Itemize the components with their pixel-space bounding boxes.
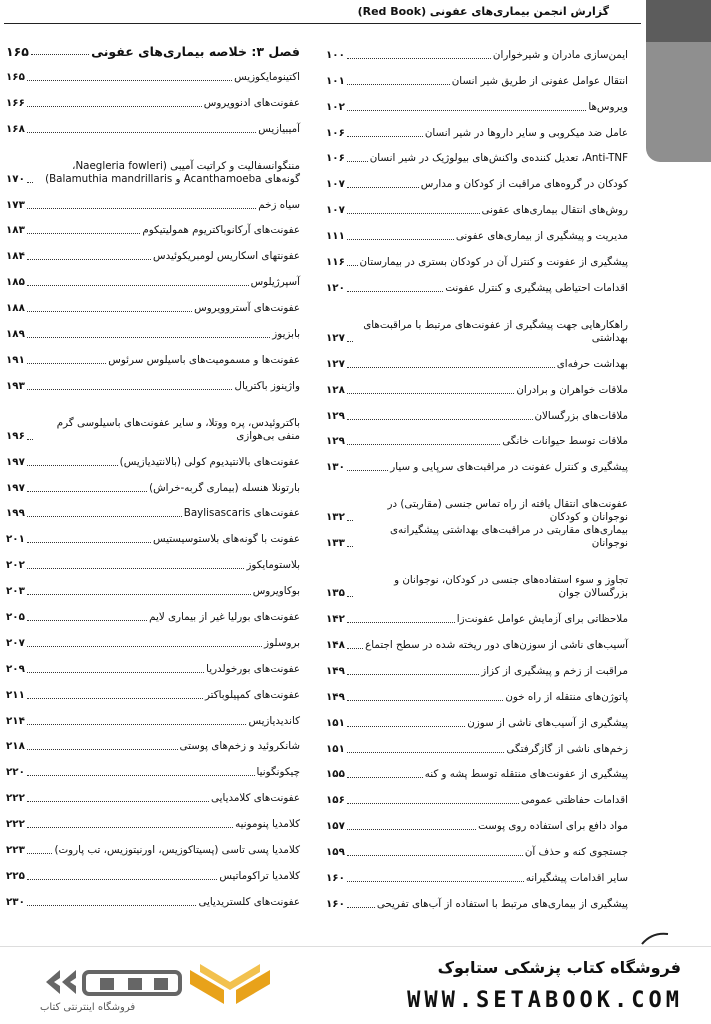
toc-entry[interactable] bbox=[6, 84, 300, 110]
toc-entry-title: بوکاویروس bbox=[252, 585, 300, 598]
toc-entry-title: واژینوز باکتریال bbox=[234, 379, 300, 392]
header-rule bbox=[4, 23, 641, 24]
toc-entry[interactable] bbox=[6, 753, 300, 779]
toc-page-number: ۱۳۲ bbox=[326, 511, 345, 524]
toc-entry-title: پاتوژن‌های منتقله از راه خون bbox=[505, 690, 628, 703]
toc-entry-title: باکتروئیدس، پره ووتلا، و سایر عفونت‌های باسیلوسی گرم منفی بی‌هوازی bbox=[56, 416, 300, 442]
toc-entry[interactable] bbox=[326, 678, 628, 704]
toc-entry-title: عفونت‌های انتقال یافته از راه تماس جنسی (مقاربتی) در نوجوانان و کودکان bbox=[387, 498, 628, 524]
toc-entry-title: مواد دافع برای استفاده روی پوست bbox=[478, 820, 628, 833]
toc-page-number: ۲۰۳ bbox=[6, 585, 25, 598]
toc-entry[interactable] bbox=[326, 859, 628, 885]
toc-entry-title: عفونت‌های ادنوویروس bbox=[203, 96, 300, 109]
toc-page-number: ۱۰۱ bbox=[326, 74, 345, 87]
dot-leader bbox=[347, 648, 363, 649]
toc-entry-title: بهداشت حرفه‌ای bbox=[556, 357, 628, 370]
dot-leader bbox=[27, 853, 53, 854]
dot-leader bbox=[347, 520, 353, 521]
dot-leader bbox=[347, 136, 423, 137]
dot-leader bbox=[27, 620, 147, 621]
toc-entry-title: کلامدیا تراکوماتیس bbox=[219, 869, 300, 882]
logo-subtitle: فروشگاه اینترنتی کتاب bbox=[40, 1002, 136, 1013]
setabook-wordmark-icon bbox=[38, 962, 188, 1002]
toc-entry-title: سایر اقدامات پیشگیرانه bbox=[525, 872, 628, 885]
toc-entry[interactable] bbox=[6, 857, 300, 883]
toc-entry-title: عفونت‌های بالانتیدیوم کولی (بالانتیدیازیس) bbox=[119, 455, 300, 468]
toc-page-number: ۱۱۶ bbox=[326, 256, 345, 269]
toc-page-number: ۲۰۹ bbox=[6, 662, 25, 675]
toc-entry-title: سیاه زخم bbox=[258, 198, 300, 211]
dot-leader bbox=[27, 439, 33, 440]
toc-entry-title: راهکارهایی جهت پیشگیری از عفونت‌های مرتبط با مراقبت‌های بهداشتی bbox=[363, 318, 628, 344]
toc-entry-title: ملاقات خواهران و برادران bbox=[516, 383, 628, 396]
toc-page-number: ۱۸۳ bbox=[6, 224, 25, 237]
page-curl-icon bbox=[640, 930, 670, 946]
toc-page-number: ۱۴۲ bbox=[326, 613, 345, 626]
toc-entry-title: ملاقات‌های بزرگسالان bbox=[534, 409, 628, 422]
toc-page-number: ۱۶۵ bbox=[6, 44, 29, 59]
dot-leader bbox=[347, 239, 454, 240]
toc-page-number: ۱۲۷ bbox=[326, 357, 345, 370]
dot-leader bbox=[347, 367, 555, 368]
store-title: فروشگاه کتاب پزشکی ستابوک bbox=[437, 958, 681, 977]
toc-entry-title: ملاقات توسط حیوانات خانگی bbox=[502, 435, 628, 448]
toc-entry-title: عفونت‌های آستروویروس bbox=[194, 302, 300, 315]
toc-page-number: ۱۴۹ bbox=[326, 664, 345, 677]
toc-entry-title: عفونت‌های بورلیا غیر از بیماری لایم bbox=[149, 611, 300, 624]
toc-entry[interactable] bbox=[6, 58, 300, 84]
toc-entry-title: اکتینومایکوزیس bbox=[234, 70, 300, 83]
toc-page-number: ۱۶۶ bbox=[6, 96, 25, 109]
toc-entry[interactable] bbox=[326, 807, 628, 833]
dot-leader bbox=[31, 54, 89, 55]
toc-page-number: ۱۰۷ bbox=[326, 178, 345, 191]
dot-leader bbox=[347, 265, 358, 266]
toc-entry[interactable] bbox=[326, 191, 628, 217]
toc-entry[interactable] bbox=[6, 598, 300, 624]
dot-leader bbox=[347, 110, 587, 111]
dot-leader bbox=[27, 594, 251, 595]
dot-leader bbox=[347, 444, 500, 445]
toc-entry[interactable] bbox=[6, 520, 300, 546]
dot-leader bbox=[27, 208, 256, 209]
toc-page-number: ۱۵۶ bbox=[326, 794, 345, 807]
toc-entry-title: شانکروئید و زخم‌های پوستی bbox=[179, 740, 300, 753]
toc-entry[interactable] bbox=[326, 474, 628, 524]
toc-entry[interactable] bbox=[326, 62, 628, 88]
dot-leader bbox=[27, 182, 33, 183]
toc-entry-title: انتقال عوامل عفونی از طریق شیر انسان bbox=[451, 74, 628, 87]
toc-page-number: ۱۲۰ bbox=[326, 281, 345, 294]
toc-entry[interactable] bbox=[326, 140, 628, 166]
toc-entry[interactable] bbox=[6, 315, 300, 341]
toc-entry[interactable] bbox=[326, 217, 628, 243]
store-url[interactable]: WWW.SETABOOK.COM bbox=[407, 988, 683, 1013]
toc-page-number: ۱۹۷ bbox=[6, 455, 25, 468]
toc-page-number: ۱۷۳ bbox=[6, 198, 25, 211]
toc-page-number: ۱۰۶ bbox=[326, 152, 345, 165]
toc-page-number: ۲۱۸ bbox=[6, 740, 25, 753]
toc-page-number: ۲۱۴ bbox=[6, 714, 25, 727]
toc-entry-title: عفونت‌های Baylisascaris bbox=[183, 507, 300, 520]
toc-entry[interactable] bbox=[326, 88, 628, 114]
toc-page-number: ۲۱۱ bbox=[6, 688, 25, 701]
toc-page-number: ۱۰۰ bbox=[326, 48, 345, 61]
toc-entry[interactable] bbox=[326, 269, 628, 295]
toc-entry[interactable] bbox=[326, 600, 628, 626]
toc-page-number: ۱۲۹ bbox=[326, 435, 345, 448]
dot-leader bbox=[347, 84, 450, 85]
toc-entry-title: پیشگیری از آسیب‌های ناشی از سوزن bbox=[467, 716, 628, 729]
dot-leader bbox=[347, 907, 375, 908]
toc-entry[interactable] bbox=[6, 624, 300, 650]
toc-entry-title: عفونتهای اسکاریس لومبریکوئیدس bbox=[153, 250, 300, 263]
dot-leader bbox=[27, 698, 203, 699]
toc-entry[interactable] bbox=[6, 237, 300, 263]
toc-entry-title: عفونت‌های کلامدیایی bbox=[211, 792, 300, 805]
toc-page-number: ۲۲۳ bbox=[6, 844, 25, 857]
dot-leader bbox=[27, 646, 262, 647]
toc-page-number: ۱۶۰ bbox=[326, 897, 345, 910]
toc-entry[interactable] bbox=[326, 397, 628, 423]
toc-page-number: ۲۰۱ bbox=[6, 533, 25, 546]
toc-right-column bbox=[326, 36, 628, 911]
toc-entry-title: بلاستومایکوز bbox=[246, 559, 300, 572]
toc-entry-title: مننگوانسفالیت و کراتیت آمیبی (Naegleria fowleri، گونه‌های Acanthamoeba و Balamuthia mandrillaris) bbox=[45, 159, 300, 185]
dot-leader bbox=[27, 879, 218, 880]
toc-entry[interactable] bbox=[6, 650, 300, 676]
dot-leader bbox=[347, 881, 524, 882]
toc-page-number: ۱۹۱ bbox=[6, 353, 25, 366]
toc-entry-title: عفونت‌های کلستریدیایی bbox=[198, 895, 300, 908]
toc-page-number: ۱۲۸ bbox=[326, 383, 345, 396]
toc-page-number: ۲۰۵ bbox=[6, 611, 25, 624]
toc-entry[interactable] bbox=[6, 883, 300, 909]
toc-entry-title: مدیریت و پیشگیری از بیماری‌های عفونی bbox=[455, 230, 628, 243]
dot-leader bbox=[27, 337, 270, 338]
toc-entry-title: بروسلوز bbox=[264, 636, 300, 649]
toc-entry[interactable] bbox=[326, 652, 628, 678]
toc-page-number: ۱۴۹ bbox=[326, 690, 345, 703]
toc-page-number: ۱۶۸ bbox=[6, 122, 25, 135]
toc-page-number: ۱۴۸ bbox=[326, 639, 345, 652]
toc-page-number: ۱۸۵ bbox=[6, 276, 25, 289]
dot-leader bbox=[347, 419, 533, 420]
toc-page-number: ۲۲۰ bbox=[6, 766, 25, 779]
toc-entry[interactable] bbox=[326, 36, 628, 62]
toc-page-number: ۱۵۷ bbox=[326, 820, 345, 833]
toc-entry-title: عفونت‌های آرکانوباکتریوم همولیتیکوم bbox=[142, 224, 300, 237]
dot-leader bbox=[27, 233, 140, 234]
dot-leader bbox=[347, 58, 491, 59]
toc-entry-title: کلامدیا پسی تاسی (پسیتاکوزیس، اورنیتوزیس، تب پاروت) bbox=[54, 844, 300, 857]
dot-leader bbox=[27, 516, 182, 517]
toc-entry-title: اقدامات احتیاطی پیشگیری و کنترل عفونت bbox=[445, 281, 628, 294]
toc-entry-title: اقدامات حفاظتی عمومی bbox=[520, 794, 628, 807]
dot-leader bbox=[347, 470, 388, 471]
toc-page-number: ۱۵۱ bbox=[326, 742, 345, 755]
dot-leader bbox=[27, 724, 247, 725]
toc-page-number: ۱۸۹ bbox=[6, 328, 25, 341]
toc-entry-title: ملاحظاتی برای آزمایش عوامل عفونت‌زا bbox=[456, 613, 628, 626]
dot-leader bbox=[27, 905, 197, 906]
toc-entry-title: Anti-TNF، تعدیل کننده‌ی واکنش‌های بیولوژیک در شیر انسان bbox=[369, 152, 628, 165]
toc-page-number: ۱۶۵ bbox=[6, 70, 25, 83]
toc-entry[interactable] bbox=[6, 779, 300, 805]
dot-leader bbox=[347, 855, 523, 856]
toc-entry[interactable] bbox=[326, 704, 628, 730]
dot-leader bbox=[27, 672, 204, 673]
toc-page-number: ۲۰۲ bbox=[6, 559, 25, 572]
toc-entry[interactable] bbox=[6, 805, 300, 831]
dot-leader bbox=[27, 389, 233, 390]
dot-leader bbox=[347, 803, 519, 804]
toc-entry[interactable] bbox=[326, 295, 628, 345]
dot-leader bbox=[27, 491, 147, 492]
toc-entry-title: بابزیوز bbox=[272, 328, 300, 341]
toc-entry[interactable] bbox=[326, 423, 628, 449]
toc-entry-title: پیشگیری از بیماری‌های مرتبط با استفاده از آب‌های تفریحی bbox=[376, 897, 628, 910]
dot-leader bbox=[347, 829, 476, 830]
dot-leader bbox=[27, 259, 151, 260]
toc-page-number: ۱۲۷ bbox=[326, 331, 345, 344]
dot-leader bbox=[347, 674, 479, 675]
toc-entry-title: کودکان در گروه‌های مراقبت از کودکان و مدارس bbox=[420, 178, 628, 191]
toc-page-number: ۱۳۰ bbox=[326, 461, 345, 474]
toc-page-number: ۱۰۶ bbox=[326, 126, 345, 139]
toc-entry-title: مراقبت از زخم و پیشگیری از کزاز bbox=[481, 664, 628, 677]
toc-entry-title: جستجوی کنه و حذف آن bbox=[524, 846, 628, 859]
toc-entry-title: کلامدیا پنومونیه bbox=[235, 818, 300, 831]
toc-entry[interactable] bbox=[6, 831, 300, 857]
toc-page-number: ۲۳۰ bbox=[6, 895, 25, 908]
toc-entry[interactable] bbox=[326, 524, 628, 550]
toc-page-number: ۲۲۵ bbox=[6, 869, 25, 882]
dot-leader bbox=[27, 465, 118, 466]
toc-left-column bbox=[6, 36, 300, 909]
toc-page-number: ۱۲۹ bbox=[326, 409, 345, 422]
setabook-logo-icon bbox=[190, 964, 270, 1014]
store-footer bbox=[0, 946, 711, 1024]
dot-leader bbox=[347, 341, 353, 342]
toc-entry-title: آمیبیازیس bbox=[258, 122, 300, 135]
dot-leader bbox=[347, 596, 353, 597]
toc-entry-title: آسیب‌های ناشی از سوزن‌های دور ریخته شده در سطح اجتماع bbox=[365, 639, 628, 652]
footer-rule bbox=[0, 946, 711, 947]
toc-entry-title: روش‌های انتقال بیماری‌های عفونی bbox=[481, 204, 628, 217]
toc-page-number: ۱۸۸ bbox=[6, 302, 25, 315]
toc-entry[interactable] bbox=[6, 546, 300, 572]
toc-entry-title: پیشگیری از عفونت و کنترل آن در کودکان بستری در بیمارستان bbox=[359, 256, 628, 269]
dot-leader bbox=[27, 568, 245, 569]
dot-leader bbox=[347, 291, 443, 292]
toc-entry-title: عفونت با گونه‌های بلاستوسیستیس bbox=[152, 533, 300, 546]
dot-leader bbox=[347, 700, 504, 701]
toc-page-number: ۱۶۰ bbox=[326, 872, 345, 885]
toc-entry-title: آسپرژیلوس bbox=[250, 276, 300, 289]
toc-entry[interactable] bbox=[6, 702, 300, 728]
dot-leader bbox=[27, 775, 255, 776]
toc-entry-title: تجاوز و سوء استفاده‌های جنسی در کودکان، نوجوانان و بزرگسالان جوان bbox=[394, 574, 628, 600]
toc-entry[interactable] bbox=[326, 165, 628, 191]
dot-leader bbox=[27, 363, 106, 364]
toc-page-number: ۱۵۹ bbox=[326, 846, 345, 859]
toc-page-number: ۱۹۳ bbox=[6, 379, 25, 392]
toc-page-number: ۲۲۲ bbox=[6, 792, 25, 805]
toc-page-number: ۱۱۱ bbox=[326, 230, 345, 243]
chapter-tab-dark bbox=[646, 0, 711, 42]
toc-page-number: ۲۲۲ bbox=[6, 818, 25, 831]
toc-entry-title: کاندیدیازیس bbox=[248, 714, 300, 727]
toc-page-number: ۱۹۷ bbox=[6, 481, 25, 494]
toc-page-number: ۱۸۴ bbox=[6, 250, 25, 263]
toc-entry-title: عفونت‌های کمپیلوباکتر bbox=[204, 688, 300, 701]
dot-leader bbox=[27, 827, 233, 828]
toc-page-number: ۱۵۱ bbox=[326, 716, 345, 729]
page-header-title: گزارش انجمن بیماری‌های عفونی (Red Book) bbox=[357, 5, 609, 18]
toc-entry[interactable] bbox=[6, 212, 300, 238]
toc-entry[interactable] bbox=[6, 676, 300, 702]
toc-entry[interactable] bbox=[6, 443, 300, 469]
toc-entry[interactable] bbox=[326, 550, 628, 600]
toc-entry-title: ویروس‌ها bbox=[588, 100, 628, 113]
toc-entry[interactable] bbox=[6, 469, 300, 495]
dot-leader bbox=[347, 187, 419, 188]
toc-entry-title: پیشگیری و کنترل عفونت در مراقبت‌های سرپایی و سیار bbox=[390, 461, 628, 474]
dot-leader bbox=[27, 749, 178, 750]
toc-entry[interactable] bbox=[6, 393, 300, 443]
toc-entry[interactable] bbox=[6, 495, 300, 521]
toc-entry-title: عامل ضد میکروبی و سایر داروها در شیر انسان bbox=[424, 126, 628, 139]
toc-page-number: ۱۰۷ bbox=[326, 204, 345, 217]
dot-leader bbox=[347, 752, 505, 753]
toc-page-number: ۱۹۶ bbox=[6, 429, 25, 442]
toc-entry-title: ایمن‌سازی مادران و شیرخواران bbox=[492, 48, 628, 61]
toc-entry[interactable] bbox=[6, 367, 300, 393]
toc-page-number: ۱۰۲ bbox=[326, 100, 345, 113]
toc-entry[interactable] bbox=[6, 263, 300, 289]
toc-page-number: ۱۵۵ bbox=[326, 768, 345, 781]
toc-entry[interactable] bbox=[326, 114, 628, 140]
toc-entry[interactable] bbox=[326, 730, 628, 756]
toc-page-number: ۱۳۳ bbox=[326, 537, 345, 550]
toc-entry[interactable] bbox=[6, 110, 300, 136]
toc-entry-title: پیشگیری از عفونت‌های منتقله توسط پشه و کنه bbox=[424, 768, 628, 781]
toc-entry-title: زخم‌های ناشی از گازگرفتگی bbox=[506, 742, 628, 755]
toc-entry[interactable] bbox=[6, 136, 300, 186]
toc-entry-title: عفونت‌ها و مسمومیت‌های باسیلوس سرئوس bbox=[108, 353, 300, 366]
toc-entry[interactable] bbox=[326, 243, 628, 269]
toc-entry[interactable] bbox=[326, 371, 628, 397]
dot-leader bbox=[347, 546, 353, 547]
toc-entry-title: بیماری‌های مقاربتی در مراقبت‌های بهداشتی پیشگیرانه‌ی نوجوانان bbox=[390, 524, 628, 550]
dot-leader bbox=[347, 726, 465, 727]
toc-entry[interactable] bbox=[326, 885, 628, 911]
dot-leader bbox=[27, 106, 202, 107]
toc-entry[interactable] bbox=[6, 728, 300, 754]
toc-page-number: ۱۷۰ bbox=[6, 172, 25, 185]
dot-leader bbox=[347, 213, 480, 214]
toc-entry[interactable] bbox=[326, 781, 628, 807]
toc-entry-title: عفونت‌های بورخولدریا bbox=[206, 662, 300, 675]
toc-entry[interactable] bbox=[6, 341, 300, 367]
dot-leader bbox=[27, 311, 192, 312]
dot-leader bbox=[27, 801, 209, 802]
toc-entry[interactable] bbox=[326, 345, 628, 371]
toc-entry[interactable] bbox=[326, 626, 628, 652]
dot-leader bbox=[27, 285, 249, 286]
toc-page-number: ۲۰۷ bbox=[6, 636, 25, 649]
toc-entry[interactable] bbox=[6, 289, 300, 315]
dot-leader bbox=[347, 622, 455, 623]
dot-leader bbox=[27, 132, 256, 133]
toc-entry[interactable] bbox=[6, 572, 300, 598]
toc-entry-title: چیکونگونیا bbox=[256, 766, 300, 779]
toc-entry[interactable] bbox=[326, 833, 628, 859]
dot-leader bbox=[347, 161, 368, 162]
toc-entry-title: بارتونلا هنسله (بیماری گربه-خراش) bbox=[149, 481, 300, 494]
toc-entry[interactable] bbox=[326, 448, 628, 474]
dot-leader bbox=[347, 393, 514, 394]
toc-chapter-heading[interactable] bbox=[6, 36, 300, 58]
toc-entry-title: فصل ۳: خلاصه بیماری‌های عفونی bbox=[91, 44, 300, 59]
toc-entry[interactable] bbox=[6, 186, 300, 212]
toc-page-number: ۱۹۹ bbox=[6, 507, 25, 520]
dot-leader bbox=[347, 777, 423, 778]
dot-leader bbox=[27, 80, 232, 81]
dot-leader bbox=[27, 542, 151, 543]
toc-page-number: ۱۳۵ bbox=[326, 587, 345, 600]
toc-entry[interactable] bbox=[326, 756, 628, 782]
